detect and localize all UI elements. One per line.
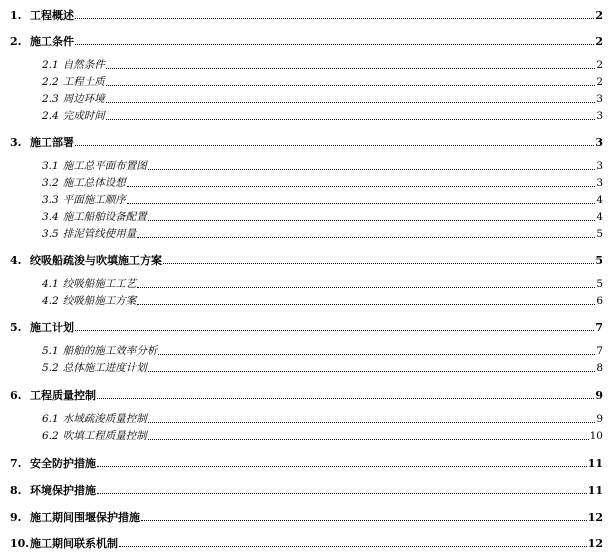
- toc-entry-3-3[interactable]: [42, 191, 603, 207]
- toc-entry-page: 4: [596, 211, 603, 223]
- toc-entry-6[interactable]: [10, 386, 603, 402]
- toc-entry-page: 3: [596, 177, 603, 189]
- dot-leader: [127, 186, 596, 187]
- toc-entry-number: 2.3: [42, 93, 59, 105]
- toc-entry-title: 绞吸船施工工艺: [62, 278, 137, 290]
- toc-entry-page: 5: [596, 228, 603, 240]
- toc-entry-page: 9: [595, 389, 603, 402]
- dot-leader: [75, 330, 594, 331]
- toc-entry-number: 4.1: [42, 278, 59, 290]
- toc-entry-5[interactable]: [10, 318, 603, 334]
- dot-leader: [158, 354, 595, 355]
- dot-leader: [106, 102, 596, 103]
- toc-entry-2-2[interactable]: [42, 73, 603, 89]
- toc-entry-number: 3.3: [42, 194, 59, 206]
- dot-leader: [75, 44, 594, 45]
- dot-leader: [75, 145, 594, 146]
- toc-entry-title: 工程质量控制: [30, 389, 96, 402]
- toc-entry-number: 7.: [10, 457, 22, 470]
- toc-entry-title: 施工总体设想: [62, 177, 126, 189]
- toc-entry-3-2[interactable]: [42, 174, 603, 190]
- toc-entry-page: 2: [596, 59, 603, 71]
- toc-entry-5-1[interactable]: [42, 342, 603, 358]
- toc-entry-page: 9: [596, 413, 603, 425]
- toc-entry-2-1[interactable]: [42, 56, 603, 72]
- toc-entry-title: 绞吸船施工方案: [62, 295, 137, 307]
- toc-entry-3-4[interactable]: [42, 208, 603, 224]
- toc-entry-page: 12: [587, 537, 603, 550]
- toc-entry-3-5[interactable]: [42, 225, 603, 241]
- dot-leader: [97, 398, 594, 399]
- toc-entry-number: 9.: [10, 511, 22, 524]
- toc-entry-page: 2: [595, 35, 603, 48]
- toc-entry-number: 4.2: [42, 295, 59, 307]
- toc-entry-page: 3: [595, 136, 603, 149]
- toc-entry-9[interactable]: [10, 508, 603, 524]
- toc-entry-page: 6: [596, 295, 603, 307]
- toc-entry-number: 5.1: [42, 345, 59, 357]
- toc-entry-5-2[interactable]: [42, 359, 603, 375]
- toc-entry-number: 3.4: [42, 211, 59, 223]
- toc-entry-number: 10.: [10, 537, 30, 550]
- toc-entry-title: 施工计划: [30, 321, 74, 334]
- toc-entry-page: 10: [589, 430, 603, 442]
- toc-entry-3[interactable]: [10, 133, 603, 149]
- toc-entry-title: 施工期间围堰保护措施: [30, 511, 140, 524]
- dot-leader: [137, 287, 595, 288]
- dot-leader: [106, 68, 596, 69]
- toc-entry-page: 11: [587, 484, 603, 497]
- toc-entry-title: 环境保护措施: [30, 484, 96, 497]
- toc-entry-6-1[interactable]: [42, 410, 603, 426]
- toc-entry-7[interactable]: [10, 454, 603, 470]
- dot-leader: [148, 169, 596, 170]
- toc-entry-number: 3.2: [42, 177, 59, 189]
- toc-entry-page: 12: [587, 511, 603, 524]
- toc-entry-number: 3.: [10, 136, 22, 149]
- toc-entry-page: 5: [595, 254, 603, 267]
- toc-entry-number: 4.: [10, 254, 22, 267]
- dot-leader: [97, 493, 587, 494]
- dot-leader: [106, 85, 596, 86]
- toc-entry-page: 8: [596, 362, 603, 374]
- dot-leader: [137, 237, 595, 238]
- dot-leader: [137, 304, 595, 305]
- toc-entry-title: 排泥管线使用量: [62, 228, 137, 240]
- toc-entry-number: 6.2: [42, 430, 59, 442]
- toc-entry-title: 工程土质: [62, 76, 105, 88]
- toc-entry-title: 自然条件: [62, 59, 105, 71]
- dot-leader: [163, 263, 594, 264]
- toc-entry-page: 7: [595, 321, 603, 334]
- toc-entry-6-2[interactable]: [42, 427, 603, 443]
- toc-entry-number: 8.: [10, 484, 22, 497]
- toc-entry-number: 2.4: [42, 110, 59, 122]
- toc-entry-number: 6.: [10, 389, 22, 402]
- toc-entry-2-4[interactable]: [42, 107, 603, 123]
- toc-entry-title: 施工条件: [30, 35, 74, 48]
- dot-leader: [75, 18, 594, 19]
- dot-leader: [141, 520, 587, 521]
- toc-entry-number: 5.: [10, 321, 22, 334]
- toc-entry-3-1[interactable]: [42, 157, 603, 173]
- toc-entry-page: 7: [596, 345, 603, 357]
- toc-entry-title: 水域疏浚质量控制: [62, 413, 147, 425]
- toc-entry-2[interactable]: [10, 32, 603, 48]
- toc-entry-title: 船舶的施工效率分析: [62, 345, 158, 357]
- toc-entry-title: 周边环境: [62, 93, 105, 105]
- toc-entry-number: 2.2: [42, 76, 59, 88]
- dot-leader: [127, 203, 596, 204]
- toc-entry-title: 绞吸船疏浚与吹填施工方案: [30, 254, 162, 267]
- toc-entry-8[interactable]: [10, 481, 603, 497]
- toc-entry-page: 3: [596, 110, 603, 122]
- toc-entry-2-3[interactable]: [42, 90, 603, 106]
- toc-entry-title: 安全防护措施: [30, 457, 96, 470]
- dot-leader: [106, 119, 596, 120]
- toc-entry-title: 工程概述: [30, 9, 74, 22]
- dot-leader: [119, 546, 587, 547]
- toc-entry-4-1[interactable]: [42, 275, 603, 291]
- toc-entry-page: 4: [596, 194, 603, 206]
- toc-entry-title: 施工期间联系机制: [30, 537, 118, 550]
- toc-entry-title: 吹填工程质量控制: [62, 430, 147, 442]
- dot-leader: [97, 466, 587, 467]
- toc-entry-number: 3.5: [42, 228, 59, 240]
- toc-entry-number: 5.2: [42, 362, 59, 374]
- toc-entry-4-2[interactable]: [42, 292, 603, 308]
- toc-entry-4[interactable]: [10, 251, 603, 267]
- dot-leader: [148, 422, 596, 423]
- dot-leader: [148, 439, 589, 440]
- toc-entry-title: 平面施工顺序: [62, 194, 126, 206]
- toc-entry-page: 5: [596, 278, 603, 290]
- toc-entry-title: 总体施工进度计划: [62, 362, 147, 374]
- toc-entry-page: 3: [596, 160, 603, 172]
- toc-entry-10[interactable]: [10, 534, 603, 550]
- toc-entry-title: 施工船舶设备配置: [62, 211, 147, 223]
- toc-entry-number: 1.: [10, 9, 22, 22]
- dot-leader: [148, 220, 596, 221]
- dot-leader: [148, 371, 596, 372]
- toc-entry-page: 11: [587, 457, 603, 470]
- toc-entry-number: 6.1: [42, 413, 59, 425]
- toc-entry-title: 施工部署: [30, 136, 74, 149]
- toc-entry-number: 2.: [10, 35, 22, 48]
- toc-entry-page: 2: [596, 76, 603, 88]
- toc-entry-page: 2: [595, 9, 603, 22]
- toc-entry-number: 2.1: [42, 59, 59, 71]
- toc-entry-title: 施工总平面布置图: [62, 160, 147, 172]
- toc-entry-page: 3: [596, 93, 603, 105]
- toc-entry-title: 完成时间: [62, 110, 105, 122]
- toc-entry-1[interactable]: [10, 6, 603, 22]
- toc-entry-number: 3.1: [42, 160, 59, 172]
